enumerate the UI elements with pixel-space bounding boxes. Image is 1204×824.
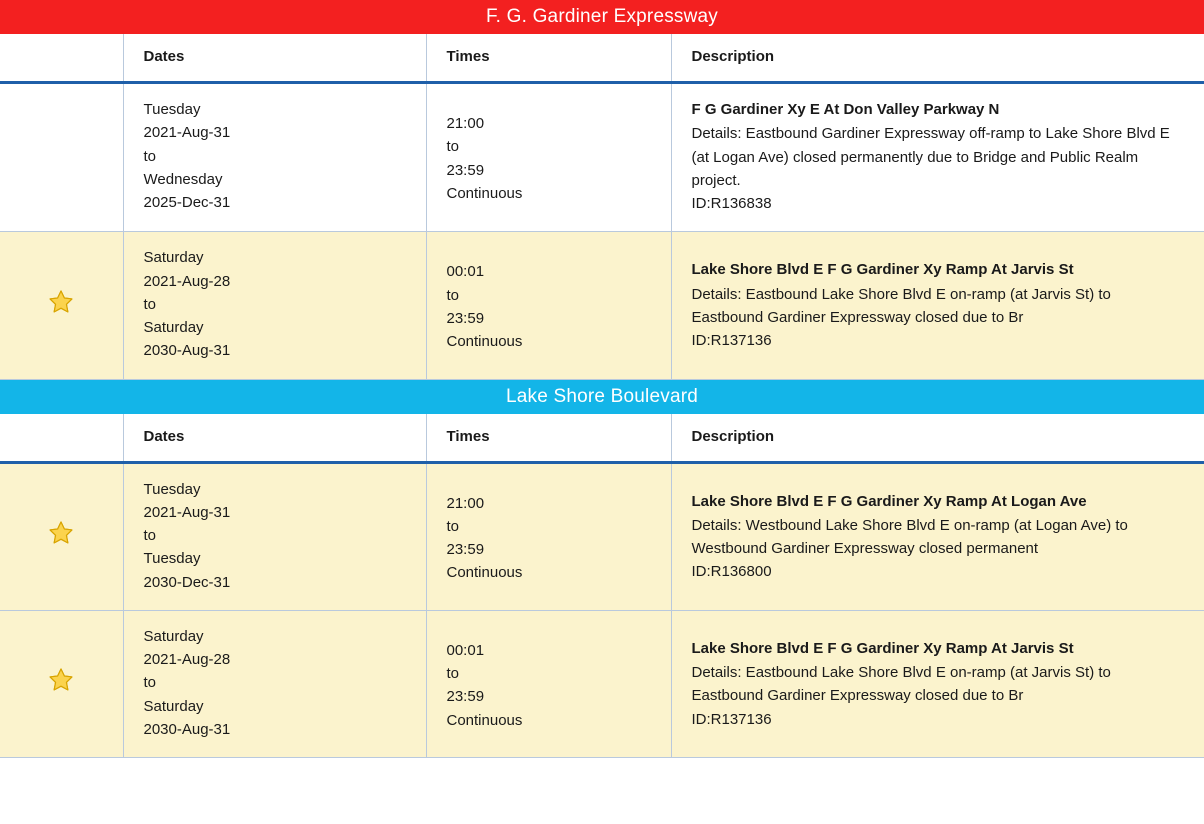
description-cell — [671, 610, 1204, 757]
date-line: 2021-Aug-28 — [143, 651, 231, 668]
date-line: 2021-Aug-31 — [143, 503, 231, 521]
times-column-header[interactable]: Times — [426, 34, 671, 83]
date-line: Saturday — [143, 627, 204, 645]
time-line: 00:01 — [446, 263, 485, 281]
closure-details: Details: Eastbound Gardiner Expressway off-ramp to Lake Shore Blvd E (at Logan Ave) closed permanently due to Bridge and Public Realm project. — [691, 125, 1170, 189]
table-row[interactable] — [0, 610, 1204, 757]
dates-cell — [123, 610, 426, 757]
date-line: 2030-Dec-31 — [143, 573, 231, 591]
date-line: Tuesday — [143, 101, 201, 118]
favorite-cell[interactable] — [0, 462, 123, 610]
time-line: Continuous — [446, 333, 523, 350]
date-line: 2021-Aug-31 — [143, 124, 231, 142]
section-header-lakeshore: Lake Shore Boulevard — [0, 380, 1204, 414]
closure-details: Details: Westbound Lake Shore Blvd E on-ramp (at Logan Ave) to Westbound Gardiner Expressway closed permanent — [691, 516, 1128, 557]
times-cell — [426, 232, 671, 379]
date-line: to — [143, 295, 157, 313]
favorite-column-header — [0, 414, 123, 463]
dates-cell — [123, 462, 426, 610]
closures-table-gardiner — [0, 34, 1204, 380]
times-cell — [426, 610, 671, 757]
time-line: 23:59 — [446, 161, 485, 179]
table-header-row — [0, 34, 1204, 83]
closure-id: ID:R136800 — [691, 563, 772, 581]
description-column-header[interactable]: Description — [671, 34, 1204, 83]
star-icon[interactable] — [48, 667, 74, 693]
dates-cell — [123, 83, 426, 232]
times-cell — [426, 83, 671, 232]
time-line: Continuous — [446, 564, 523, 582]
time-line: 23:59 — [446, 541, 485, 558]
time-line: to — [446, 286, 460, 304]
time-line: 00:01 — [446, 641, 485, 659]
date-line: Saturday — [143, 697, 204, 715]
closure-title: Lake Shore Blvd E F G Gardiner Xy Ramp At Logan Ave — [691, 492, 1087, 510]
date-line: to — [143, 147, 157, 165]
date-line: 2025-Dec-31 — [143, 194, 231, 211]
time-line: to — [446, 517, 460, 535]
description-cell — [671, 462, 1204, 610]
times-cell — [426, 462, 671, 610]
time-line: 21:00 — [446, 494, 485, 512]
date-line: 2021-Aug-28 — [143, 272, 231, 290]
favorite-cell[interactable] — [0, 232, 123, 379]
date-line: 2030-Aug-31 — [143, 720, 231, 738]
table-row[interactable] — [0, 462, 1204, 610]
description-cell — [671, 83, 1204, 232]
closure-details: Details: Eastbound Lake Shore Blvd E on-ramp (at Jarvis St) to Eastbound Gardiner Expressway closed due to Br — [691, 664, 1111, 705]
time-line: 23:59 — [446, 688, 485, 706]
favorite-cell[interactable] — [0, 83, 123, 232]
date-line: Wednesday — [143, 170, 223, 188]
time-line: 21:00 — [446, 115, 485, 132]
closure-id: ID:R137136 — [691, 332, 772, 349]
description-cell — [671, 232, 1204, 379]
time-line: 23:59 — [446, 309, 485, 327]
table-row[interactable] — [0, 83, 1204, 232]
closure-id: ID:R137136 — [691, 710, 772, 728]
date-line: 2030-Aug-31 — [143, 342, 231, 360]
time-line: Continuous — [446, 711, 523, 729]
closure-title: F G Gardiner Xy E At Don Valley Parkway N — [691, 101, 1000, 118]
favorite-cell[interactable] — [0, 610, 123, 757]
time-line: to — [446, 138, 460, 156]
dates-cell — [123, 232, 426, 379]
date-line: to — [143, 527, 157, 544]
time-line: to — [446, 665, 460, 682]
closure-title: Lake Shore Blvd E F G Gardiner Xy Ramp At Jarvis St — [691, 639, 1074, 657]
date-line: Saturday — [143, 249, 204, 267]
date-line: to — [143, 674, 157, 692]
closure-title: Lake Shore Blvd E F G Gardiner Xy Ramp At Jarvis St — [691, 261, 1074, 279]
dates-column-header[interactable]: Dates — [123, 34, 426, 83]
dates-column-header[interactable]: Dates — [123, 414, 426, 463]
description-column-header[interactable]: Description — [671, 414, 1204, 463]
date-line: Tuesday — [143, 480, 201, 498]
date-line: Saturday — [143, 319, 204, 336]
star-icon[interactable] — [48, 520, 74, 546]
time-line: Continuous — [446, 184, 523, 202]
section-header-gardiner: F. G. Gardiner Expressway — [0, 0, 1204, 34]
times-column-header[interactable]: Times — [426, 414, 671, 463]
star-icon[interactable] — [48, 289, 74, 315]
closure-id: ID:R136838 — [691, 195, 772, 212]
table-header-row — [0, 414, 1204, 463]
table-row[interactable] — [0, 232, 1204, 379]
closures-table-lakeshore — [0, 414, 1204, 759]
favorite-column-header — [0, 34, 123, 83]
date-line: Tuesday — [143, 550, 201, 568]
closure-details: Details: Eastbound Lake Shore Blvd E on-ramp (at Jarvis St) to Eastbound Gardiner Expressway closed due to Br — [691, 285, 1111, 326]
